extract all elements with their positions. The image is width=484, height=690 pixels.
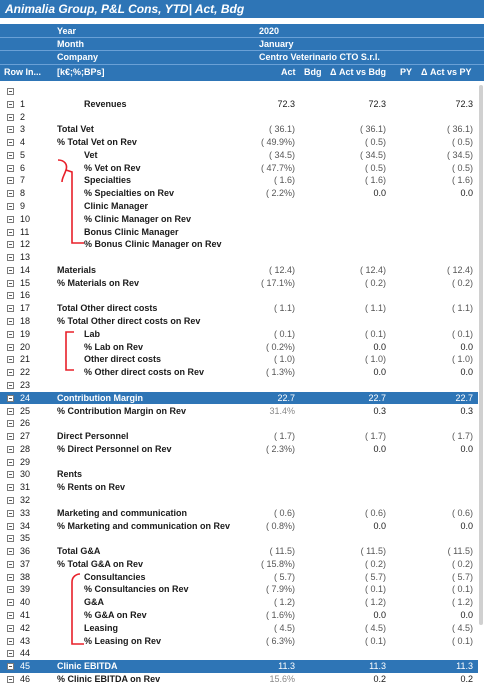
expand-collapse-icon[interactable] [7, 625, 14, 632]
table-row[interactable] [0, 443, 484, 456]
delta-act-vs-py-value: ( 1.7) [451, 431, 473, 442]
delta-act-vs-py-value: 72.3 [455, 98, 473, 109]
table-row[interactable] [0, 136, 484, 149]
table-row[interactable] [0, 353, 484, 366]
act-value: ( 15.8%) [260, 558, 295, 569]
expand-collapse-icon[interactable] [7, 586, 14, 593]
act-value: ( 36.1) [268, 124, 295, 135]
delta-act-vs-bdg-value: 0.0 [373, 341, 386, 352]
expand-collapse-icon[interactable] [7, 356, 14, 363]
act-value: ( 6.3%) [265, 635, 295, 646]
row-index: 6 [20, 162, 26, 173]
table-row[interactable] [0, 123, 484, 136]
table-row[interactable] [0, 200, 484, 213]
table-row[interactable] [0, 302, 484, 315]
row-label: % Marketing and communication on Rev [57, 520, 231, 531]
delta-act-vs-bdg-value: 22.7 [368, 392, 386, 403]
delta-act-vs-bdg-value: ( 0.2) [364, 277, 386, 288]
expand-collapse-icon[interactable] [7, 433, 14, 440]
row-index: 8 [20, 188, 26, 199]
expand-collapse-icon[interactable] [7, 344, 14, 351]
measure-column-header[interactable]: [k€;%;BPs] [57, 67, 105, 77]
table-row[interactable] [0, 583, 484, 596]
expand-collapse-icon[interactable] [7, 395, 14, 402]
row-label: Total Other direct costs [57, 303, 158, 314]
act-value: ( 0.8%) [265, 520, 295, 531]
row-label: % Other direct costs on Rev [84, 367, 205, 378]
delta-act-vs-bdg-value: ( 0.1) [364, 328, 386, 339]
act-value: ( 49.9%) [260, 137, 295, 148]
row-label: % Consultancies on Rev [84, 584, 189, 595]
delta-act-vs-bdg-value: ( 0.1) [364, 584, 386, 595]
row-label: Other direct costs [84, 354, 162, 365]
row-index: 45 [20, 661, 31, 672]
table-row[interactable] [0, 417, 484, 430]
table-row[interactable] [0, 277, 484, 290]
row-label: % Vet on Rev [84, 162, 141, 173]
header-company-value: Centro Veterinario CTO S.r.l. [259, 52, 380, 62]
delta-act-vs-bdg-value: ( 11.5) [360, 546, 386, 557]
table-row[interactable] [0, 673, 484, 686]
act-value: ( 1.1) [273, 303, 295, 314]
delta-act-vs-py-value: ( 0.2) [451, 277, 473, 288]
expand-collapse-icon[interactable] [7, 599, 14, 606]
table-row[interactable] [0, 481, 484, 494]
delta-act-vs-py-value: 0.2 [460, 673, 473, 684]
act-value: ( 1.2) [273, 597, 295, 608]
row-index: 31 [20, 482, 31, 493]
vertical-scrollbar[interactable] [478, 85, 484, 690]
expand-collapse-icon[interactable] [7, 663, 14, 670]
act-value: ( 0.2%) [265, 341, 295, 352]
table-row[interactable] [0, 405, 484, 418]
row-label: % Materials on Rev [57, 277, 140, 288]
delta-act-vs-bdg-value: ( 1.6) [364, 175, 386, 186]
expand-collapse-icon[interactable] [7, 101, 14, 108]
row-index: 39 [20, 584, 31, 595]
delta-act-vs-py-value: ( 1.1) [451, 303, 473, 314]
py-column-header[interactable]: PY [400, 67, 413, 77]
act-value: ( 0.1) [273, 328, 295, 339]
delta-act-vs-py-value: ( 0.1) [451, 328, 473, 339]
row-label: Total G&A [57, 546, 101, 557]
expand-collapse-icon[interactable] [7, 152, 14, 159]
row-index: 30 [20, 469, 31, 480]
expand-collapse-icon[interactable] [7, 318, 14, 325]
act-value: 15.6% [269, 673, 295, 684]
expand-collapse-icon[interactable] [7, 574, 14, 581]
row-index: 29 [20, 456, 31, 467]
header-month-row [0, 38, 484, 50]
act-value: ( 4.5) [273, 622, 295, 633]
expand-collapse-icon[interactable] [7, 216, 14, 223]
delta-act-vs-bdg-value: ( 1.1) [364, 303, 386, 314]
row-label: G&A [84, 597, 104, 608]
act-value: ( 7.9%) [265, 584, 295, 595]
header-year-row [0, 25, 484, 37]
row-label: Contribution Margin [57, 392, 143, 403]
header-month-value: January [259, 39, 294, 49]
row-label: Vet [84, 149, 98, 160]
delta-act-vs-py-value: ( 0.2) [451, 558, 473, 569]
table-row[interactable] [0, 315, 484, 328]
act-value: ( 1.6) [273, 175, 295, 186]
table-row[interactable] [0, 545, 484, 558]
row-index: 4 [20, 137, 26, 148]
table-row[interactable] [0, 341, 484, 354]
row-index: 7 [20, 175, 26, 186]
table-row[interactable] [0, 289, 484, 302]
table-row[interactable] [0, 366, 484, 379]
row-label: Lab [84, 328, 101, 339]
table-row[interactable] [0, 187, 484, 200]
table-row[interactable] [0, 647, 484, 660]
expand-collapse-icon[interactable] [7, 190, 14, 197]
table-row[interactable] [0, 660, 484, 673]
header-year-value: 2020 [259, 26, 280, 36]
delta-act-vs-bdg-value: ( 0.6) [364, 507, 386, 518]
row-index: 43 [20, 635, 31, 646]
row-index: 26 [20, 418, 31, 429]
table-row[interactable] [0, 98, 484, 111]
header-company-row [0, 51, 484, 63]
row-label: % Total Other direct costs on Rev [57, 316, 201, 327]
delta-act-vs-bdg-value: 0.0 [373, 367, 386, 378]
row-index: 9 [20, 201, 26, 212]
act-value: ( 2.3%) [265, 443, 295, 454]
delta-act-vs-bdg-column-header[interactable]: Δ Act vs Bdg [330, 67, 386, 77]
expand-collapse-icon[interactable] [7, 650, 14, 657]
act-value: ( 34.5) [268, 149, 295, 160]
expand-collapse-icon[interactable] [7, 139, 14, 146]
act-value: 72.3 [277, 98, 295, 109]
row-label: Clinic Manager [84, 201, 149, 212]
delta-act-vs-bdg-value: ( 5.7) [364, 571, 386, 582]
expand-collapse-icon[interactable] [7, 203, 14, 210]
act-value: ( 12.4) [268, 264, 295, 275]
delta-act-vs-bdg-value: ( 0.1) [364, 635, 386, 646]
row-label: % Specialties on Rev [84, 188, 175, 199]
row-label: Specialties [84, 175, 132, 186]
row-index: 13 [20, 252, 31, 263]
row-index: 14 [20, 264, 31, 275]
table-row[interactable] [0, 264, 484, 277]
delta-act-vs-py-value: 0.0 [460, 367, 473, 378]
act-value: ( 5.7) [273, 571, 295, 582]
row-index: 3 [20, 124, 26, 135]
delta-act-vs-py-value: 0.0 [460, 609, 473, 620]
row-index: 5 [20, 149, 26, 160]
expand-collapse-icon[interactable] [7, 523, 14, 530]
act-value: ( 1.6%) [265, 609, 295, 620]
table-row[interactable] [0, 622, 484, 635]
row-label: % Bonus Clinic Manager on Rev [84, 239, 222, 250]
expand-collapse-icon[interactable] [7, 459, 14, 466]
row-index: 16 [20, 290, 31, 301]
row-label: % Total Vet on Rev [57, 137, 137, 148]
expand-collapse-icon[interactable] [7, 88, 14, 95]
row-label: % Total G&A on Rev [57, 558, 144, 569]
delta-act-vs-py-value: ( 0.5) [451, 162, 473, 173]
delta-act-vs-bdg-value: ( 1.7) [364, 431, 386, 442]
act-value: ( 11.5) [269, 546, 295, 557]
expand-collapse-icon[interactable] [7, 497, 14, 504]
table-row[interactable] [0, 328, 484, 341]
delta-act-vs-py-value: ( 0.5) [451, 137, 473, 148]
expand-collapse-icon[interactable] [7, 280, 14, 287]
delta-act-vs-py-value: ( 0.1) [451, 635, 473, 646]
row-label: % Clinic EBITDA on Rev [57, 673, 161, 684]
table-row[interactable] [0, 379, 484, 392]
act-value: ( 1.0) [273, 354, 295, 365]
row-index: 41 [20, 609, 31, 620]
row-index: 40 [20, 597, 31, 608]
expand-collapse-icon[interactable] [7, 561, 14, 568]
delta-act-vs-bdg-value: ( 36.1) [359, 124, 386, 135]
expand-collapse-icon[interactable] [7, 446, 14, 453]
row-index: 35 [20, 533, 31, 544]
delta-act-vs-py-value: 0.0 [460, 341, 473, 352]
delta-act-vs-py-value: 22.7 [455, 392, 473, 403]
delta-act-vs-bdg-value: 0.0 [373, 520, 386, 531]
table-row[interactable] [0, 162, 484, 175]
row-label: Direct Personnel [57, 431, 129, 442]
row-index: 18 [20, 316, 31, 327]
row-index: 32 [20, 494, 31, 505]
table-row[interactable] [0, 392, 484, 405]
act-value: 31.4% [269, 405, 295, 416]
matrix-header [0, 24, 484, 81]
act-column-header[interactable]: Act [281, 67, 296, 77]
expand-collapse-icon[interactable] [7, 292, 14, 299]
delta-act-vs-py-value: 0.3 [460, 405, 473, 416]
act-value: ( 1.3%) [265, 367, 295, 378]
table-row[interactable] [0, 226, 484, 239]
row-index: 15 [20, 277, 31, 288]
delta-act-vs-py-column-header[interactable]: Δ Act vs PY [421, 67, 472, 77]
table-row[interactable] [0, 430, 484, 443]
table-row[interactable] [0, 468, 484, 481]
table-row[interactable] [0, 558, 484, 571]
table-row[interactable] [0, 532, 484, 545]
expand-collapse-icon[interactable] [7, 638, 14, 645]
expand-collapse-icon[interactable] [7, 510, 14, 517]
act-value: 11.3 [278, 661, 295, 672]
row-index: 27 [20, 431, 31, 442]
row-index: 19 [20, 328, 31, 339]
expand-collapse-icon[interactable] [7, 471, 14, 478]
delta-act-vs-py-value: ( 0.1) [451, 584, 473, 595]
row-label: Clinic EBITDA [57, 661, 118, 672]
table-row[interactable] [0, 494, 484, 507]
row-label: Bonus Clinic Manager [84, 226, 179, 237]
expand-collapse-icon[interactable] [7, 305, 14, 312]
table-row[interactable] [0, 238, 484, 251]
row-label: % Rents on Rev [57, 482, 126, 493]
header-year-label[interactable]: Year [57, 26, 77, 36]
expand-collapse-icon[interactable] [7, 382, 14, 389]
row-label: Revenues [84, 98, 127, 109]
row-index: 22 [20, 367, 31, 378]
row-label: Materials [57, 264, 97, 275]
act-value: ( 1.7) [273, 431, 295, 442]
delta-act-vs-py-value: ( 1.0) [451, 354, 473, 365]
row-index: 34 [20, 520, 31, 531]
table-row[interactable] [0, 507, 484, 520]
expand-collapse-icon[interactable] [7, 114, 14, 121]
expand-collapse-icon[interactable] [7, 229, 14, 236]
delta-act-vs-bdg-value: ( 0.2) [364, 558, 386, 569]
delta-act-vs-bdg-value: 0.3 [373, 405, 386, 416]
delta-act-vs-py-value: ( 11.5) [447, 546, 473, 557]
row-label: % G&A on Rev [84, 609, 147, 620]
row-index: 23 [20, 379, 31, 390]
row-index: 44 [20, 648, 31, 659]
delta-act-vs-py-value: ( 5.7) [451, 571, 473, 582]
table-row[interactable] [0, 149, 484, 162]
bdg-column-header[interactable]: Bdg [304, 67, 322, 77]
delta-act-vs-bdg-value: 0.0 [373, 443, 386, 454]
delta-act-vs-py-value: 0.0 [460, 188, 473, 199]
expand-collapse-icon[interactable] [7, 177, 14, 184]
delta-act-vs-py-value: ( 4.5) [451, 622, 473, 633]
expand-collapse-icon[interactable] [7, 612, 14, 619]
row-index: 21 [20, 354, 31, 365]
delta-act-vs-bdg-value: ( 4.5) [364, 622, 386, 633]
row-index: 1 [20, 98, 26, 109]
delta-act-vs-bdg-value: ( 12.4) [359, 264, 386, 275]
delta-act-vs-bdg-value: 0.0 [373, 188, 386, 199]
row-index: 20 [20, 341, 31, 352]
act-value: ( 0.6) [273, 507, 295, 518]
expand-collapse-icon[interactable] [7, 126, 14, 133]
row-index: 25 [20, 405, 31, 416]
table-row[interactable] [0, 174, 484, 187]
row-label: % Lab on Rev [84, 341, 144, 352]
expand-collapse-icon[interactable] [7, 369, 14, 376]
delta-act-vs-py-value: 0.0 [460, 520, 473, 531]
table-row[interactable] [0, 456, 484, 469]
delta-act-vs-bdg-value: ( 1.2) [364, 597, 386, 608]
expand-collapse-icon[interactable] [7, 331, 14, 338]
delta-act-vs-bdg-value: ( 0.5) [364, 137, 386, 148]
delta-act-vs-bdg-value: ( 34.5) [359, 149, 386, 160]
delta-act-vs-bdg-value: ( 1.0) [364, 354, 386, 365]
act-value: ( 47.7%) [260, 162, 295, 173]
expand-collapse-icon[interactable] [7, 676, 14, 683]
visual-title: Animalia Group, P&L Cons, YTD| Act, Bdg [0, 0, 484, 18]
row-index: 17 [20, 303, 31, 314]
expand-collapse-icon[interactable] [7, 535, 14, 542]
row-index: 10 [20, 213, 31, 224]
row-index: 42 [20, 622, 31, 633]
row-index: 12 [20, 239, 31, 250]
row-index: 11 [20, 226, 30, 237]
delta-act-vs-bdg-value: 11.3 [369, 661, 386, 672]
act-value: ( 2.2%) [265, 188, 295, 199]
delta-act-vs-py-value: ( 0.6) [451, 507, 473, 518]
row-index: 36 [20, 546, 31, 557]
row-index: 38 [20, 571, 31, 582]
expand-collapse-icon[interactable] [7, 254, 14, 261]
row-index: 2 [20, 111, 26, 122]
row-index-column-header[interactable]: Row In... [4, 67, 41, 77]
expand-collapse-icon[interactable] [7, 484, 14, 491]
table-row[interactable] [0, 251, 484, 264]
row-label: Consultancies [84, 571, 146, 582]
expand-collapse-icon[interactable] [7, 420, 14, 427]
row-label: Total Vet [57, 124, 94, 135]
expand-collapse-icon[interactable] [7, 165, 14, 172]
expand-collapse-icon[interactable] [7, 548, 14, 555]
table-row[interactable] [0, 571, 484, 584]
row-label: % Contribution Margin on Rev [57, 405, 186, 416]
row-label: Marketing and communication [57, 507, 188, 518]
table-row[interactable] [0, 635, 484, 648]
delta-act-vs-py-value: ( 34.5) [446, 149, 473, 160]
table-row[interactable] [0, 213, 484, 226]
delta-act-vs-bdg-value: 0.2 [373, 673, 386, 684]
delta-act-vs-bdg-value: 0.0 [373, 609, 386, 620]
scrollbar-thumb[interactable] [479, 85, 483, 625]
header-month-label[interactable]: Month [57, 39, 84, 49]
table-row[interactable] [0, 111, 484, 124]
delta-act-vs-bdg-value: ( 0.5) [364, 162, 386, 173]
delta-act-vs-py-value: 11.3 [456, 661, 473, 672]
header-company-label[interactable]: Company [57, 52, 99, 62]
act-value: 22.7 [277, 392, 295, 403]
delta-act-vs-py-value: ( 36.1) [446, 124, 473, 135]
row-label: % Clinic Manager on Rev [84, 213, 192, 224]
expand-collapse-icon[interactable] [7, 408, 14, 415]
expand-collapse-icon[interactable] [7, 267, 14, 274]
row-label: Rents [57, 469, 83, 480]
row-index: 33 [20, 507, 31, 518]
row-index: 46 [20, 673, 31, 684]
delta-act-vs-bdg-value: 72.3 [368, 98, 386, 109]
row-index: 24 [20, 392, 31, 403]
table-row[interactable] [0, 609, 484, 622]
expand-collapse-icon[interactable] [7, 241, 14, 248]
act-value: ( 17.1%) [260, 277, 295, 288]
table-row[interactable] [0, 596, 484, 609]
row-index: 28 [20, 443, 31, 454]
row-label: Leasing [84, 622, 119, 633]
row-label: % Direct Personnel on Rev [57, 443, 172, 454]
delta-act-vs-py-value: ( 1.6) [451, 175, 473, 186]
row-index: 37 [20, 558, 31, 569]
delta-act-vs-py-value: ( 12.4) [446, 264, 473, 275]
row-label: % Leasing on Rev [84, 635, 162, 646]
delta-act-vs-py-value: 0.0 [460, 443, 473, 454]
delta-act-vs-py-value: ( 1.2) [451, 597, 473, 608]
table-row[interactable] [0, 85, 484, 98]
table-row[interactable] [0, 520, 484, 533]
